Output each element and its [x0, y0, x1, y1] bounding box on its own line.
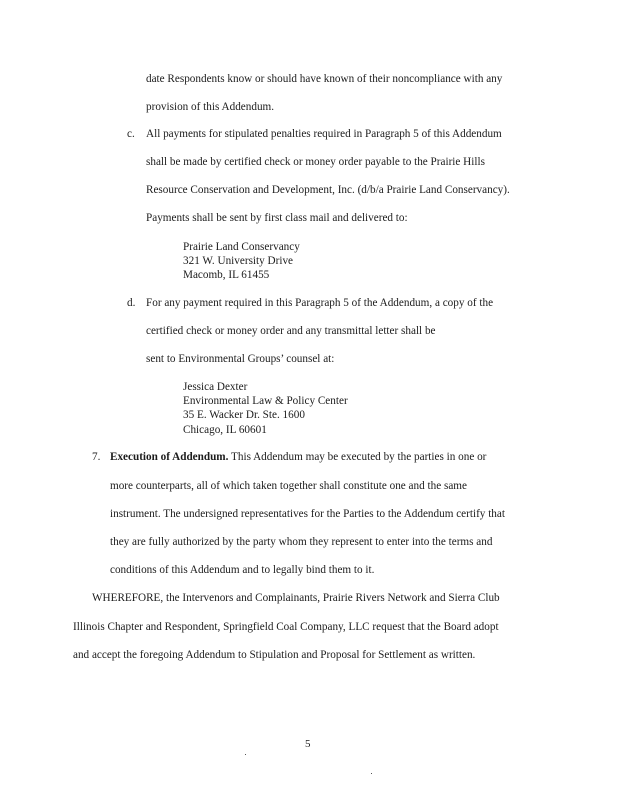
section-number-7: 7. — [92, 451, 101, 463]
section-7-first-line — [110, 451, 486, 464]
body-line: All payments for stipulated penalties required in Paragraph 5 of this Addendum — [146, 128, 502, 140]
body-line: certified check or money order and any transmittal letter shall be — [146, 325, 436, 337]
wherefore-line: WHEREFORE, the Intervenors and Complainants, Prairie Rivers Network and Sierra Club — [92, 592, 500, 604]
scan-speck — [245, 754, 246, 755]
list-marker-d: d. — [127, 297, 136, 309]
section-heading-rest: This Addendum may be executed by the parties in one or — [228, 451, 487, 463]
section-heading: Execution of Addendum. — [110, 451, 229, 463]
scan-speck — [371, 773, 372, 774]
body-line: provision of this Addendum. — [146, 101, 275, 113]
body-line: they are fully authorized by the party whom they represent to enter into the terms and — [110, 536, 493, 548]
wherefore-line: Illinois Chapter and Respondent, Springfield Coal Company, LLC request that the Board adopt — [73, 621, 499, 633]
page-number: 5 — [305, 738, 311, 750]
body-line: sent to Environmental Groups’ counsel at: — [146, 353, 335, 365]
body-line: Resource Conservation and Development, Inc. (d/b/a Prairie Land Conservancy). — [146, 184, 510, 196]
body-line: more counterparts, all of which taken together shall constitute one and the same — [110, 480, 467, 492]
body-line: conditions of this Addendum and to legally bind them to it. — [110, 564, 375, 576]
body-line: shall be made by certified check or money order payable to the Prairie Hills — [146, 156, 485, 168]
address-line: Jessica Dexter — [183, 381, 248, 393]
address-block-counsel — [183, 380, 348, 437]
address-line: 321 W. University Drive — [183, 255, 293, 268]
body-line: date Respondents know or should have known of their noncompliance with any — [146, 73, 503, 85]
address-line: Macomb, IL 61455 — [183, 269, 270, 282]
address-line: Chicago, IL 60601 — [183, 423, 267, 436]
address-block-conservancy — [183, 240, 300, 283]
body-line: Payments shall be sent by first class mail and delivered to: — [146, 212, 408, 224]
address-line: Prairie Land Conservancy — [183, 241, 300, 253]
address-line: Environmental Law & Policy Center — [183, 395, 348, 408]
body-line: instrument. The undersigned representatives for the Parties to the Addendum certify that — [110, 508, 505, 520]
body-line: For any payment required in this Paragraph 5 of the Addendum, a copy of the — [146, 297, 494, 309]
address-line: 35 E. Wacker Dr. Ste. 1600 — [183, 409, 305, 422]
list-marker-c: c. — [127, 128, 135, 140]
wherefore-line: and accept the foregoing Addendum to Stipulation and Proposal for Settlement as written. — [73, 649, 476, 661]
